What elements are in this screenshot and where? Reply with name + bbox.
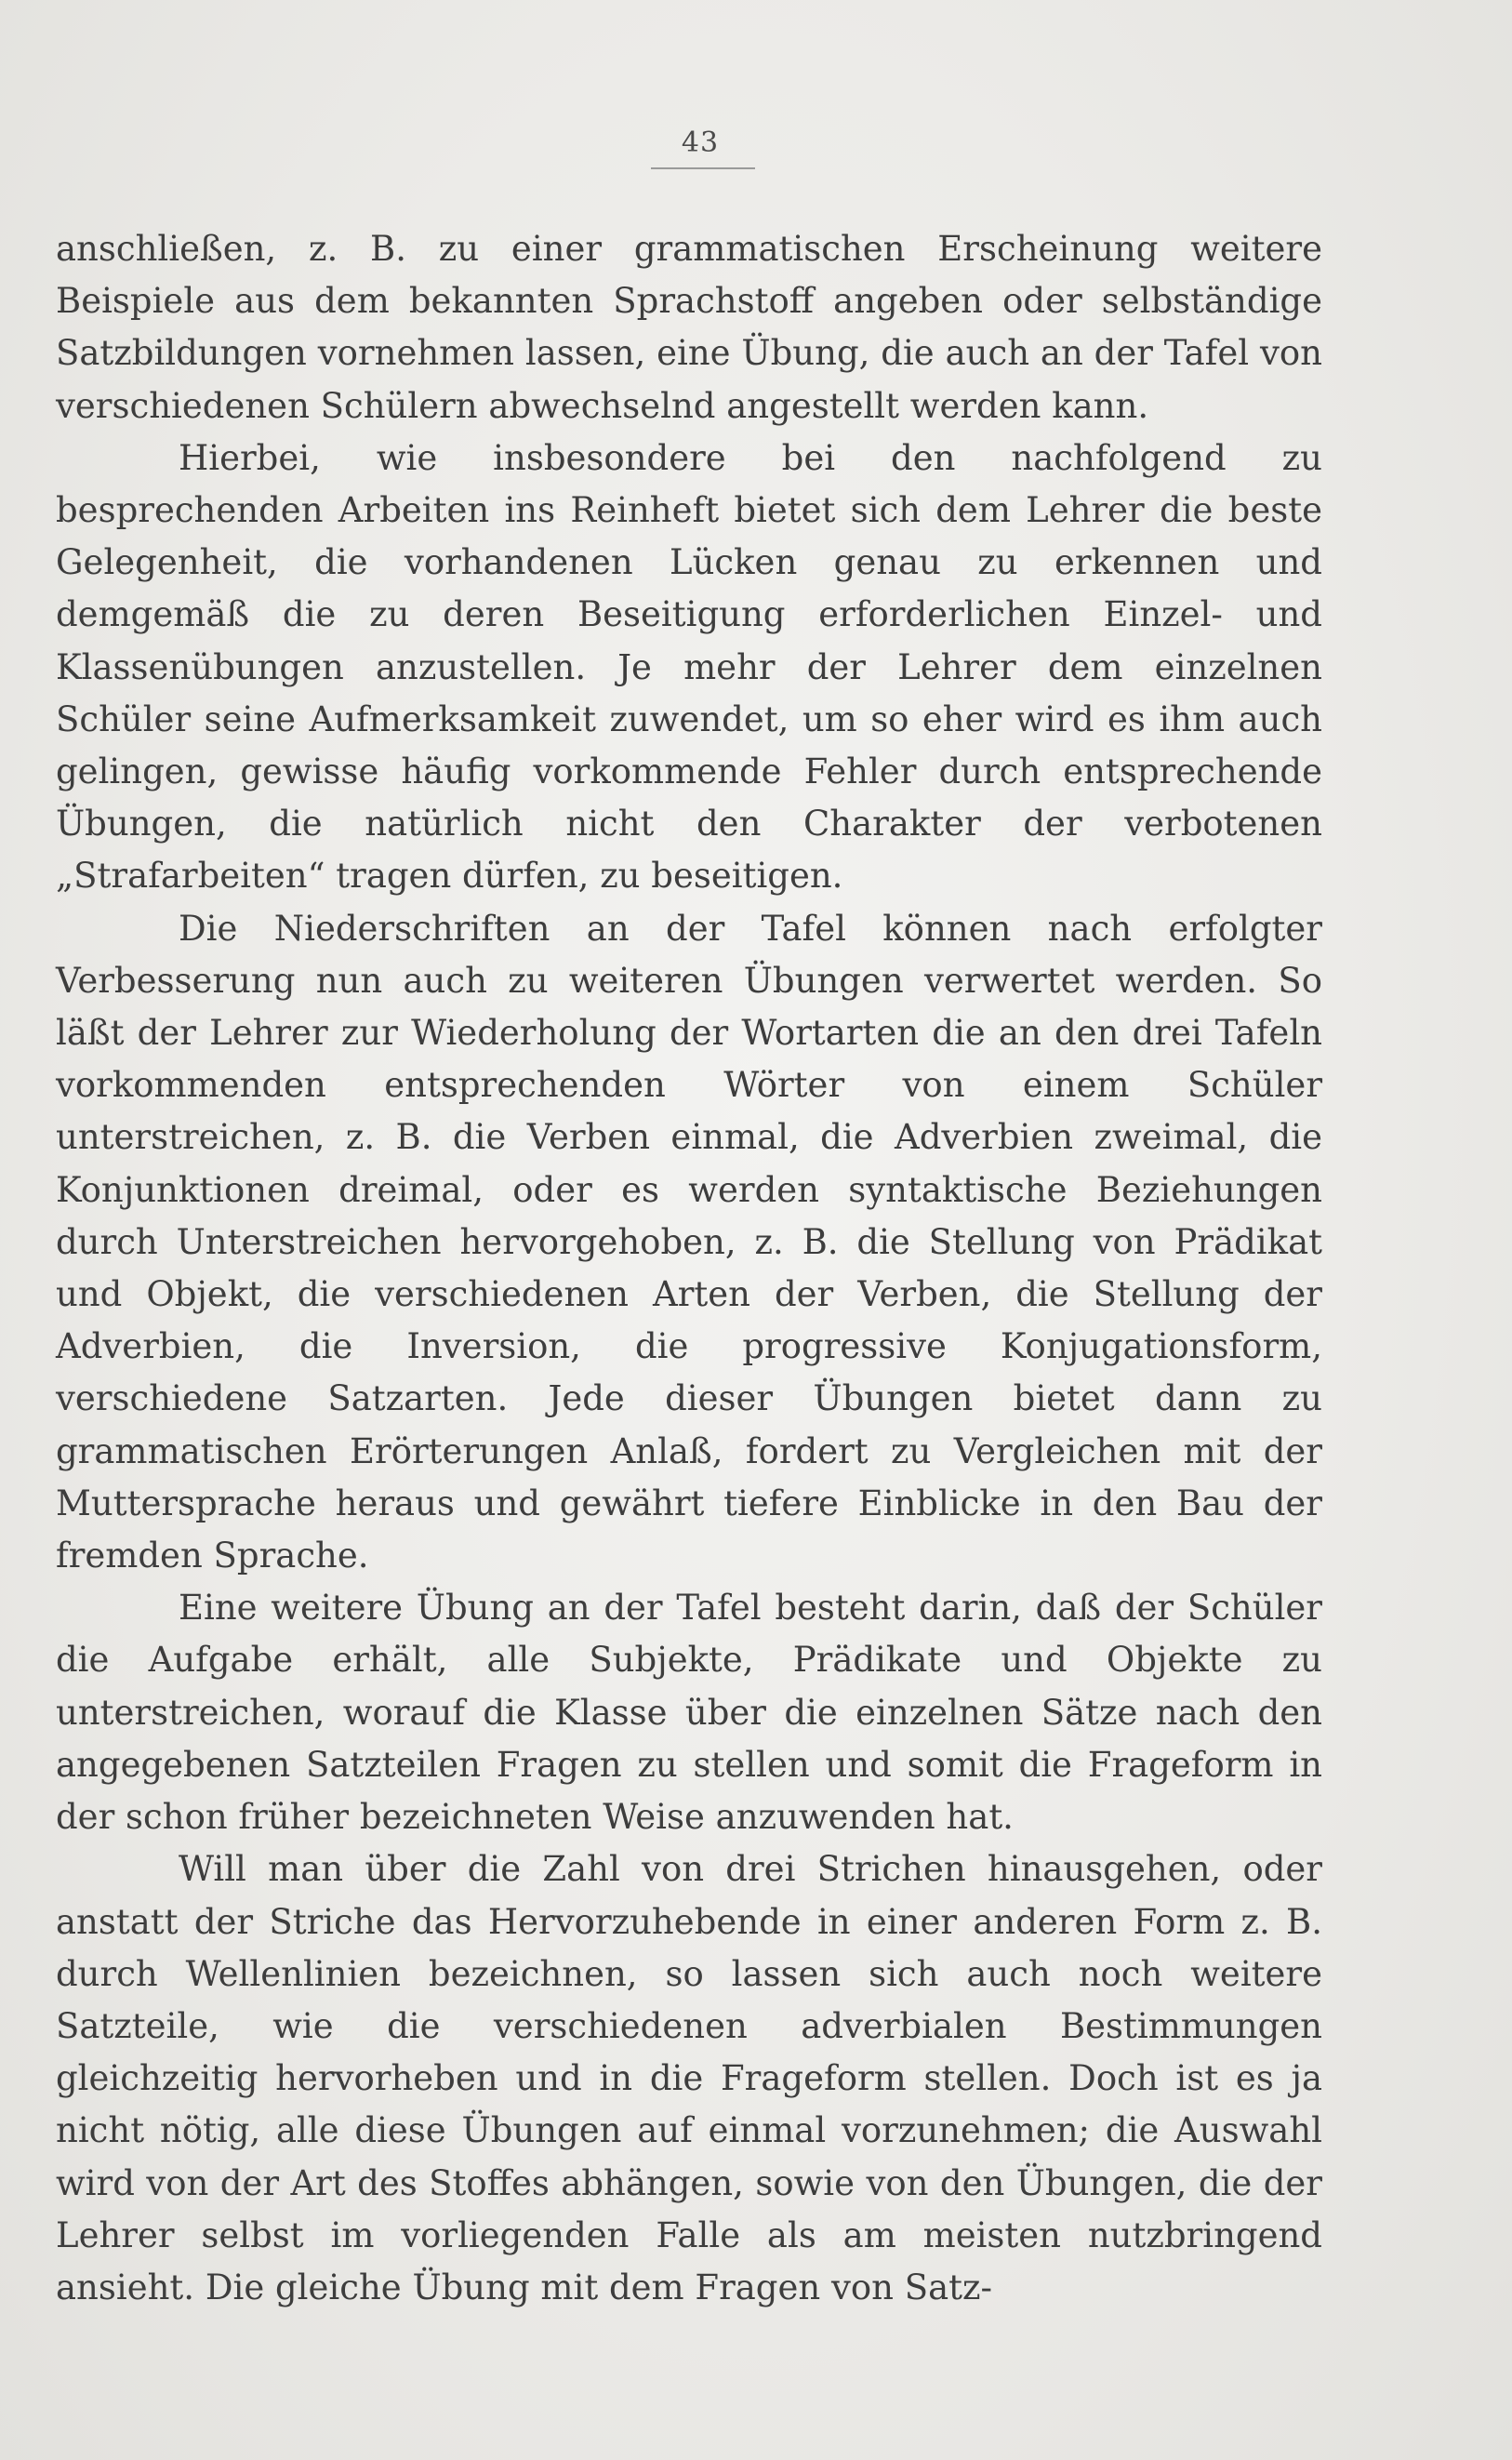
paragraph-4: Eine weitere Übung an der Tafel besteht darin, daß der Schüler die Aufgabe erhält, alle Subjekte, Prädikate und Objekte zu unterstreichen, worauf die Klasse über die einzelnen Sätze nach den angegebenen Satzteilen Fragen zu stellen und somit die Frageform in der schon früher bezeichneten Weise anzuwenden hat. — [56, 1588, 1322, 1838]
paragraph-3: Die Niederschriften an der Tafel können nach erfolgter Verbesserung nun auch zu weiteren Übungen verwertet werden. So läßt der Lehrer zur Wiederholung der Wortarten die an den drei Tafeln vorkommenden entsprechenden Wörter von einem Schüler unterstreichen, z. B. die Verben einmal, die Adverbien zweimal, die Konjunktionen dreimal, oder es werden syntaktische Beziehungen durch Unterstreichen hervorgehoben, z. B. die Stellung von Prädikat und Objekt, die verschiedenen Arten der Verben, die Stellung der Adverbien, die Inversion, die progressive Konjugationsform, verschiedene Satzarten. Jede dieser Übungen bietet dann zu grammatischen Erörterungen Anlaß, fordert zu Vergleichen mit der Muttersprache heraus und gewährt tiefere Einblicke in den Bau der fremden Sprache. — [56, 908, 1322, 1576]
paragraph-5: Will man über die Zahl von drei Strichen hinausgehen, oder anstatt der Striche das Hervorzuhebende in einer anderen Form z. B. durch Wellenlinien bezeichnen, so lassen sich auch noch weitere Satzteile, wie die verschiedenen adverbialen Bestimmungen gleichzeitig hervorheben und in die Frageform stellen. Doch ist es ja nicht nötig, alle diese Übungen auf einmal vorzunehmen; die Auswahl wird von der Art des Stoffes abhängen, sowie von den Übungen, die der Lehrer selbst im vorliegenden Falle als am meisten nutzbringend ansieht. Die gleiche Übung mit dem Fragen von Satz- — [56, 1849, 1322, 2307]
paragraph-1: anschließen, z. B. zu einer grammatischen Erscheinung weitere Beispiele aus dem bekannten Sprachstoff angeben oder selbständige Satzbildungen vornehmen lassen, eine Übung, die auch an der Tafel von verschiedenen Schülern abwechselnd angestellt werden kann. — [56, 229, 1322, 426]
page-number: 43 — [681, 126, 720, 159]
paragraph-2: Hierbei, wie insbesondere bei den nachfolgend zu besprechenden Arbeiten ins Reinheft bietet sich dem Lehrer die beste Gelegenheit, die vorhandenen Lücken genau zu erkennen und demgemäß die zu deren Beseitigung erforderlichen Einzel- und Klassenübungen anzustellen. Je mehr der Lehrer dem einzelnen Schüler seine Aufmerksamkeit zuwendet, um so eher wird es ihm auch gelingen, gewisse häufig vorkommende Fehler durch entsprechende Übungen, die natürlich nicht den Charakter der verbotenen „Strafarbeiten“ tragen dürfen, zu beseitigen. — [56, 437, 1322, 897]
page-number-rule — [651, 167, 755, 169]
body-text — [56, 223, 1322, 2314]
